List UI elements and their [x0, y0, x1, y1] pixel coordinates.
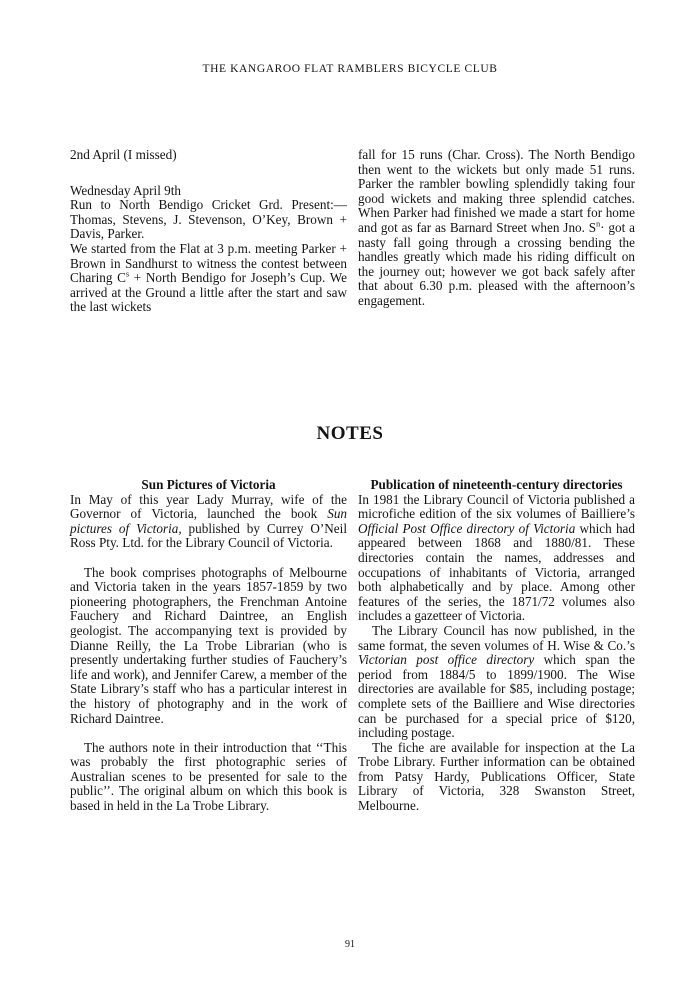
article-text: In 1981 the Library Council of Victoria published a microfiche edition of the six volumes of Bailliere’s: [358, 491, 635, 522]
diary-column-right: [358, 148, 635, 309]
running-head: THE KANGAROO FLAT RAMBLERS BICYCLE CLUB: [202, 63, 498, 75]
article-title: Publication of nineteenth-century directories: [370, 477, 623, 492]
diary-column-left: [70, 148, 347, 315]
article-paragraph: The fiche are available for inspection at the La Trobe Library. Further information can be obtained from Patsy Hardy, Publications Officer, State Library of Victoria, 328 Swanston Street, Melbourne.: [358, 739, 635, 814]
book-title: Sun pictures of Victoria,: [70, 506, 347, 536]
diary-text-b-rest: fall for 15 runs (Char. Cross). The North Bendigo then went to the wickets but only made 51 runs. Parker the rambler bowling splendidly taking four good wickets and making three splendid catches. When Parker had finished we made a start for home and got as far as Barnard Street when Jno. S: [358, 147, 635, 235]
article-directories: [358, 478, 635, 814]
article-text: published by Currey O’Neil Ross Pty. Ltd. for the Library Council of Victoria.: [70, 520, 347, 551]
diary-text-c: · got a nasty fall going through a crossing bending the handles greatly which made his riding difficult on the journey out; however we got back safely after that about 6.30 p.m. pleased with the afternoon’s engagement.: [358, 219, 635, 308]
article-paragraph: [358, 624, 635, 741]
page-number: 91: [345, 939, 355, 950]
article-sun-pictures: [70, 478, 347, 814]
diary-entry-date: Wednesday April 9th: [70, 182, 182, 198]
diary-sup-a: s: [125, 269, 130, 279]
article-title: Sun Pictures of Victoria: [141, 477, 276, 492]
diary-entry-april-2: 2nd April (I missed): [70, 147, 177, 162]
article-text: which had appeared between 1868 and 1880/81. These directories contain the names, addresses and occupations of inhabitants of Victoria, arranged both alphabetically and by place. Among other features of the series, the 1871/72 volumes also includes a gazetteer of Victoria.: [358, 520, 635, 624]
diary-paragraph-start: [70, 242, 347, 315]
article-text: In May of this year Lady Murray, wife of the Governor of Victoria, launched the book: [70, 491, 347, 522]
article-text: The Library Council has now published, in the same format, the seven volumes of H. Wise & Co.’s: [358, 622, 635, 653]
diary-text-a: We started from the Flat at 3 p.m. meeting Parker + Brown in Sandhurst to witness the contest between Charing C: [70, 240, 347, 286]
directory-title: Victorian post office directory: [358, 652, 535, 668]
diary-run-line: Run to North Bendigo Cricket Grd. Present:— Thomas, Stevens, J. Stevenson, O’Key, Brown + Davis, Parker.: [70, 197, 347, 242]
notes-heading: NOTES: [316, 423, 384, 444]
article-paragraph: [70, 493, 347, 551]
directory-title: Official Post Office directory of Victoria: [358, 520, 576, 536]
article-paragraph: [358, 493, 635, 624]
article-paragraph: The authors note in their introduction that ‘‘This was probably the first photographic series of Australian scenes to be presented for sale to the public’’. The original album on which this book is based in held in the La Trobe Library.: [70, 739, 347, 814]
article-text: which span the period from 1884/5 to 1899/1900. The Wise directories are available for $85, including postage; complete sets of the Bailliere and Wise directories can be purchased for a special price of $120, including postage.: [358, 652, 635, 741]
diary-paragraph-continued: [358, 148, 635, 309]
diary-text-b-first: + North Bendigo for Joseph’s Cup. We arrived at the Ground a little after the start and saw the last wickets: [70, 270, 347, 315]
article-paragraph: The book comprises photographs of Melbourne and Victoria taken in the years 1857-1859 by two pioneering photographers, the Frenchman Antoine Fauchery and Richard Daintree, an English geologist. The accompanying text is provided by Dianne Reilly, the La Trobe Librarian (who is presently undertaking further studies of Fauchery’s life and work), and Jennifer Carew, a member of the State Library’s staff who has a particular interest in the history of photography and in the work of Richard Daintree.: [70, 564, 347, 726]
diary-sup-b: n: [596, 219, 601, 229]
